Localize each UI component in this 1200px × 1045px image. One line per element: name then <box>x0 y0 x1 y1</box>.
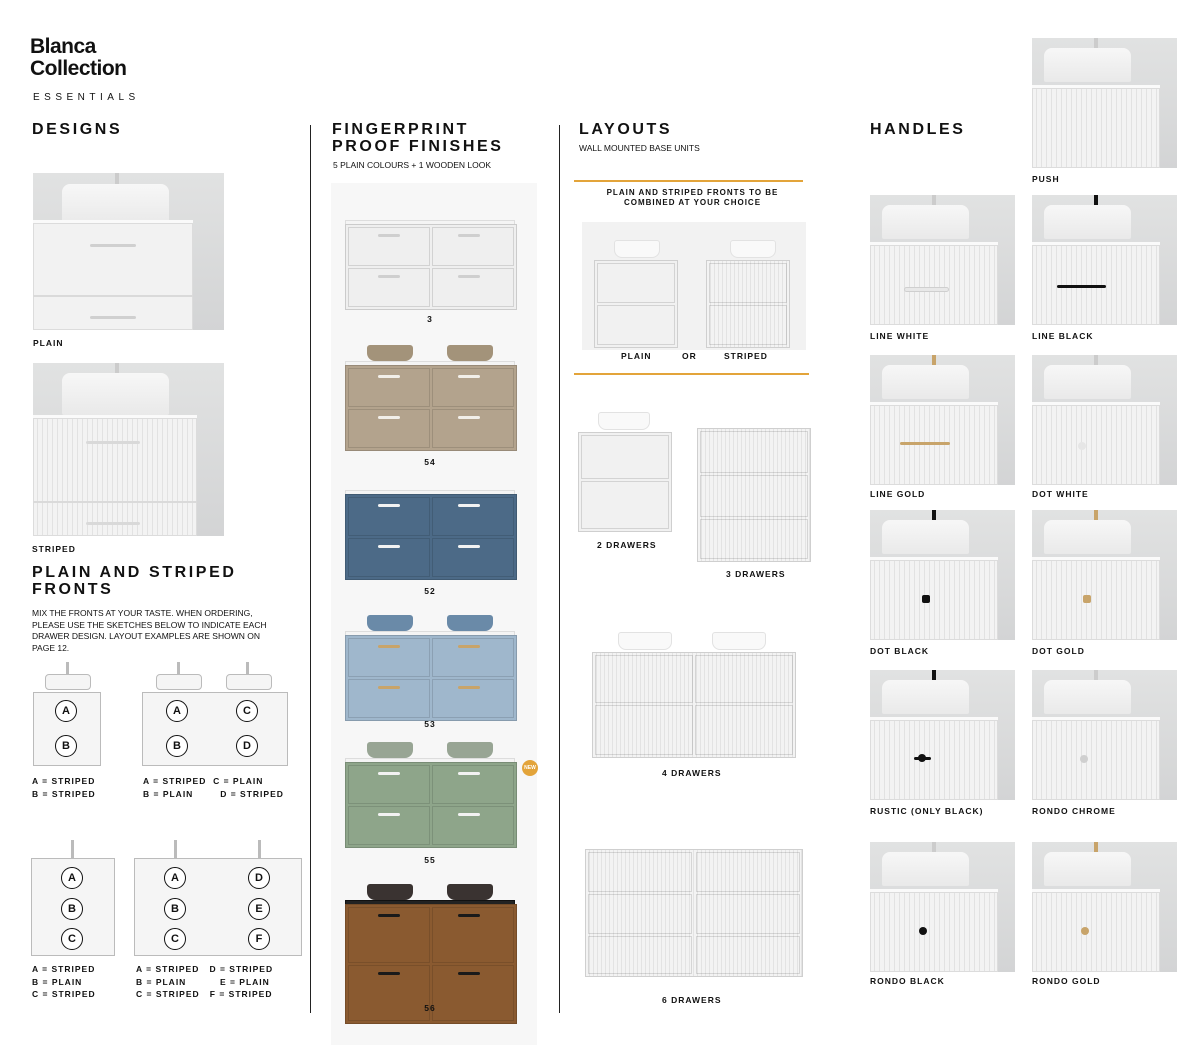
sketch-3-caption: A = STRIPED B = PLAIN C = STRIPED <box>32 964 96 999</box>
handle-photo-push <box>1032 38 1177 168</box>
handles-heading: HANDLES <box>870 121 966 138</box>
handle-photo-dotWhite <box>1032 355 1177 485</box>
design-striped-photo <box>33 363 224 536</box>
three-drawers-photo <box>695 404 811 562</box>
finish-vanity-53 <box>345 603 517 723</box>
finish-code: 3 <box>427 314 433 324</box>
handle-label: DOT BLACK <box>870 646 930 656</box>
fronts-heading-line-2: FRONTS <box>32 581 114 598</box>
finish-vanity-52 <box>345 462 517 582</box>
fronts-heading <box>32 564 237 598</box>
accent-rule <box>574 180 803 182</box>
layouts-heading: LAYOUTS <box>579 121 673 138</box>
finish-vanity-3 <box>345 192 517 312</box>
drawer-label-b: B <box>55 735 77 757</box>
finish-vanity-56 <box>345 872 517 992</box>
column-divider <box>559 125 560 1013</box>
two-drawers-label: 2 DRAWERS <box>597 540 657 550</box>
combine-note: PLAIN AND STRIPED FRONTS TO BE COMBINED AT YOUR CHOICE <box>606 188 779 207</box>
three-drawers-label: 3 DRAWERS <box>726 569 786 579</box>
finishes-subtitle: 5 PLAIN COLOURS + 1 WOODEN LOOK <box>333 160 492 170</box>
plain-label: PLAIN <box>621 351 652 361</box>
handle-photo-rondoChrome <box>1032 670 1177 800</box>
brand-line-1: Blanca <box>30 35 96 58</box>
fronts-heading-line-1: PLAIN AND STRIPED <box>32 564 237 581</box>
handle-label: RONDO CHROME <box>1032 806 1116 816</box>
finish-vanity-54 <box>345 333 517 453</box>
brand-logo <box>30 36 127 80</box>
designs-heading: DESIGNS <box>32 121 123 138</box>
handle-photo-rustic <box>870 670 1015 800</box>
six-drawers-photo <box>583 825 803 977</box>
handle-label: RONDO GOLD <box>1032 976 1101 986</box>
finish-code: 53 <box>424 719 436 729</box>
finish-code: 55 <box>424 855 436 865</box>
handle-photo-lineBlack <box>1032 195 1177 325</box>
four-drawers-photo <box>592 622 796 758</box>
design-striped-label: STRIPED <box>32 544 76 554</box>
sketch-4-caption: A = STRIPED D = STRIPED B = PLAIN E = PLAIN C = STRIPED F = STRIPED <box>136 964 274 999</box>
finish-code: 52 <box>424 586 436 596</box>
handle-photo-dotGold <box>1032 510 1177 640</box>
finishes-heading: FINGERPRINT PROOF FINISHES <box>332 121 504 155</box>
finish-code: 54 <box>424 457 436 467</box>
handle-photo-rondoBlack <box>870 842 1015 972</box>
column-divider <box>310 125 311 1013</box>
brand-line-2: Collection <box>30 57 127 80</box>
handle-label: RONDO BLACK <box>870 976 945 986</box>
handle-photo-lineGold <box>870 355 1015 485</box>
handle-photo-lineWhite <box>870 195 1015 325</box>
drawer-label-a: A <box>55 700 77 722</box>
handle-label: LINE BLACK <box>1032 331 1094 341</box>
four-drawers-label: 4 DRAWERS <box>662 768 722 778</box>
layouts-subtitle: WALL MOUNTED BASE UNITS <box>579 143 700 153</box>
or-label: OR <box>682 351 697 361</box>
design-plain-label: PLAIN <box>33 338 64 348</box>
handle-label: DOT GOLD <box>1032 646 1085 656</box>
sketch-1-caption: A = STRIPED B = STRIPED <box>32 776 96 799</box>
handle-label: PUSH <box>1032 174 1060 184</box>
finish-vanity-55 <box>345 730 517 850</box>
two-drawers-photo <box>578 398 672 533</box>
finish-code: 56 <box>424 1003 436 1013</box>
sketch-1 <box>33 662 101 766</box>
handle-photo-rondoGold <box>1032 842 1177 972</box>
design-plain-photo <box>33 173 224 330</box>
sketch-2: A B C D <box>142 662 288 766</box>
brand-subtitle: ESSENTIALS <box>33 92 140 103</box>
handle-label: LINE GOLD <box>870 489 926 499</box>
plain-vs-striped-photo <box>582 222 806 350</box>
fronts-paragraph: MIX THE FRONTS AT YOUR TASTE. WHEN ORDERING, PLEASE USE THE SKETCHES BELOW TO INDICATE EACH DRAWER DESIGN. LAYOUT EXAMPLES ARE SHOWN ON PAGE 12. <box>32 608 267 653</box>
sketch-4: A B C D E F <box>134 840 302 956</box>
new-badge: NEW <box>522 760 538 776</box>
sketch-3: A B C <box>31 840 115 956</box>
striped-label: STRIPED <box>724 351 768 361</box>
sketch-2-caption: A = STRIPED C = PLAIN B = PLAIN D = STRIPED <box>143 776 284 799</box>
accent-rule <box>574 373 809 375</box>
handle-photo-dotBlack <box>870 510 1015 640</box>
six-drawers-label: 6 DRAWERS <box>662 995 722 1005</box>
handle-label: RUSTIC (ONLY BLACK) <box>870 806 984 816</box>
handle-label: DOT WHITE <box>1032 489 1089 499</box>
handle-label: LINE WHITE <box>870 331 930 341</box>
